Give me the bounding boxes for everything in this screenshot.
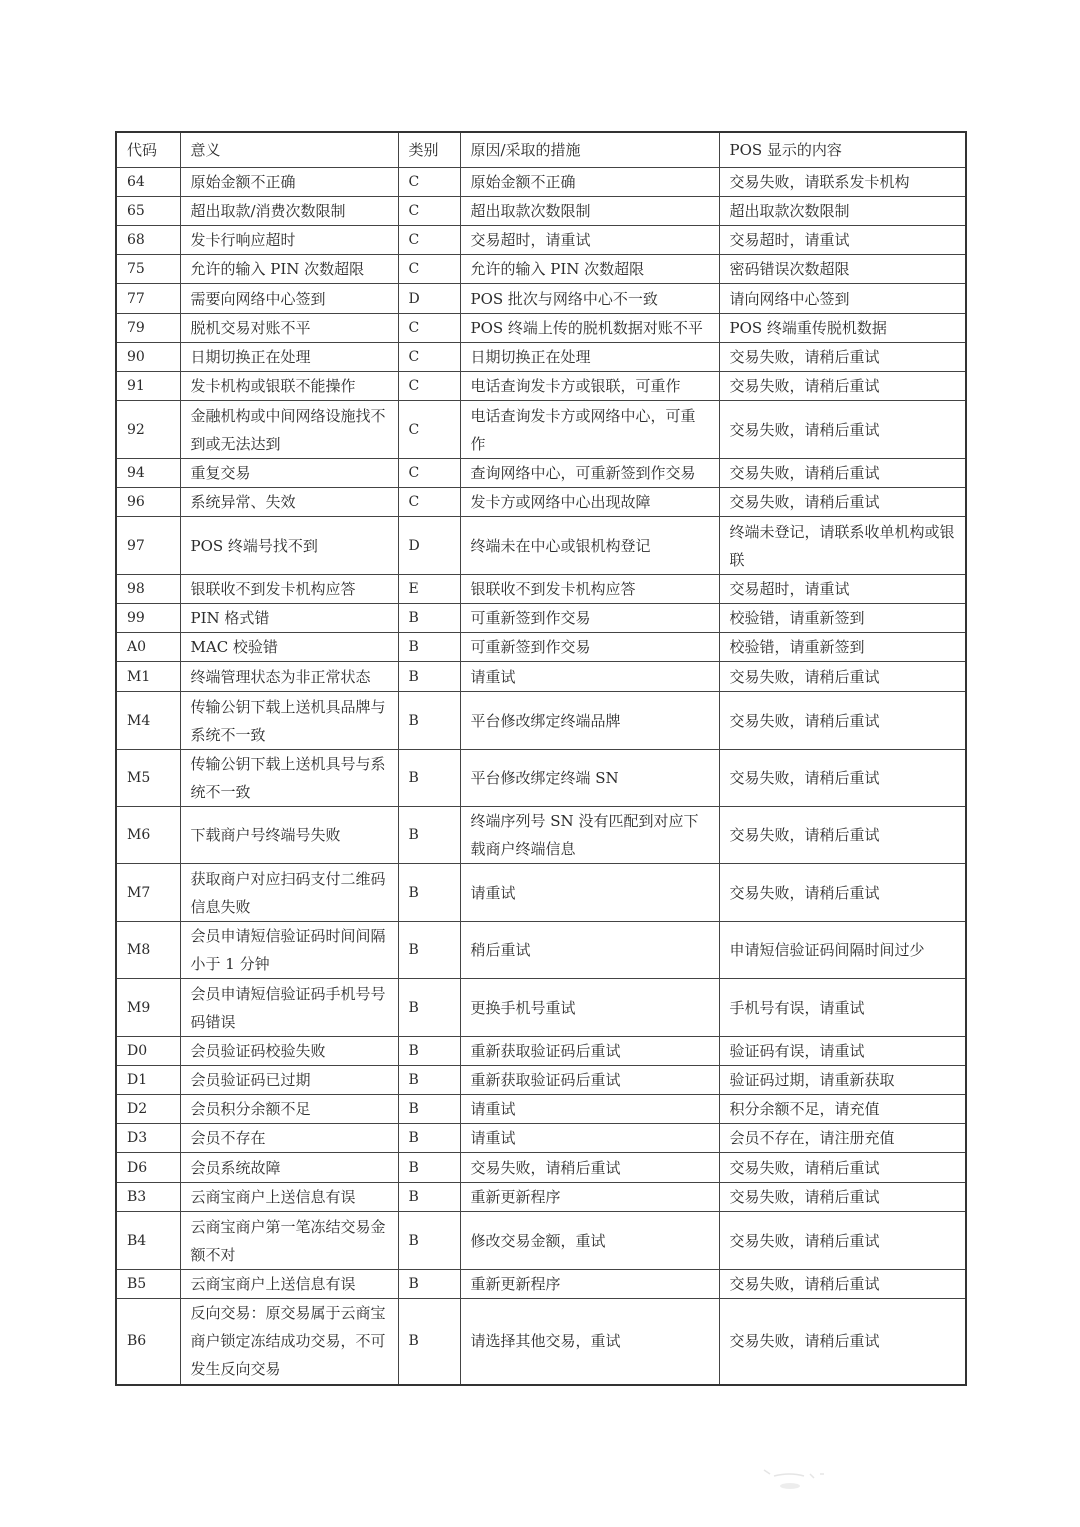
cell-reason: 交易超时，请重试: [460, 226, 719, 255]
cell-category: C: [398, 488, 460, 517]
cell-pos-display: 交易失败，请稍后重试: [719, 750, 966, 807]
cell-code: M9: [116, 979, 180, 1037]
cell-code: 75: [116, 255, 180, 284]
cell-reason: 日期切换正在处理: [460, 343, 719, 372]
cell-category: B: [398, 633, 460, 662]
cell-meaning: 原始金额不正确: [180, 168, 398, 197]
cell-category: C: [398, 401, 460, 459]
cell-pos-display: 申请短信验证码间隔时间过少: [719, 922, 966, 979]
cell-category: B: [398, 1153, 460, 1183]
header-code: 代码: [116, 132, 180, 168]
cell-reason: 交易失败，请稍后重试: [460, 1153, 719, 1183]
cell-meaning: 会员申请短信验证码手机号号码错误: [180, 979, 398, 1037]
cell-pos-display: 交易失败，请稍后重试: [719, 488, 966, 517]
table-row: [116, 692, 966, 750]
cell-meaning: 云商宝商户上送信息有误: [180, 1183, 398, 1212]
cell-pos-display: 交易失败，请稍后重试: [719, 1212, 966, 1270]
cell-code: 65: [116, 197, 180, 226]
cell-reason: 允许的输入 PIN 次数超限: [460, 255, 719, 284]
cell-code: 98: [116, 575, 180, 604]
cell-pos-display: 手机号有误，请重试: [719, 979, 966, 1037]
cell-meaning: 银联收不到发卡机构应答: [180, 575, 398, 604]
table-row: [116, 750, 966, 807]
table-row: [116, 168, 966, 197]
cell-code: D2: [116, 1095, 180, 1124]
cell-category: B: [398, 1299, 460, 1385]
cell-meaning: POS 终端号找不到: [180, 517, 398, 575]
cell-code: B3: [116, 1183, 180, 1212]
cell-reason: 修改交易金额，重试: [460, 1212, 719, 1270]
cell-meaning: 发卡行响应超时: [180, 226, 398, 255]
cell-reason: 稍后重试: [460, 922, 719, 979]
cell-reason: 平台修改绑定终端品牌: [460, 692, 719, 750]
header-category: 类别: [398, 132, 460, 168]
cell-category: B: [398, 1037, 460, 1066]
cell-meaning: 会员申请短信验证码时间间隔小于 1 分钟: [180, 922, 398, 979]
cell-code: 79: [116, 314, 180, 343]
header-reason: 原因/采取的措施: [460, 132, 719, 168]
cell-meaning: 传输公钥下载上送机具号与系统不一致: [180, 750, 398, 807]
cell-category: B: [398, 662, 460, 692]
cell-meaning: 云商宝商户第一笔冻结交易金额不对: [180, 1212, 398, 1270]
cell-code: M4: [116, 692, 180, 750]
cell-code: D6: [116, 1153, 180, 1183]
cell-category: B: [398, 1270, 460, 1299]
cell-code: B6: [116, 1299, 180, 1385]
cell-code: B5: [116, 1270, 180, 1299]
header-pos-display: POS 显示的内容: [719, 132, 966, 168]
cell-category: B: [398, 604, 460, 633]
cell-code: 77: [116, 284, 180, 314]
cell-meaning: 会员不存在: [180, 1124, 398, 1153]
cell-code: D3: [116, 1124, 180, 1153]
cell-category: B: [398, 1066, 460, 1095]
cell-pos-display: 验证码过期，请重新获取: [719, 1066, 966, 1095]
cell-reason: 请选择其他交易，重试: [460, 1299, 719, 1385]
cell-reason: 请重试: [460, 1095, 719, 1124]
cell-reason: 终端未在中心或银机构登记: [460, 517, 719, 575]
table-row: [116, 1212, 966, 1270]
cell-meaning: 超出取款/消费次数限制: [180, 197, 398, 226]
cell-reason: 重新更新程序: [460, 1270, 719, 1299]
cell-meaning: 反向交易：原交易属于云商宝商户锁定冻结成功交易，不可发生反向交易: [180, 1299, 398, 1385]
cell-pos-display: 交易失败，请稍后重试: [719, 1183, 966, 1212]
cell-reason: 重新获取验证码后重试: [460, 1066, 719, 1095]
cell-meaning: 需要向网络中心签到: [180, 284, 398, 314]
cell-pos-display: 会员不存在，请注册充值: [719, 1124, 966, 1153]
cell-meaning: PIN 格式错: [180, 604, 398, 633]
cell-category: B: [398, 1212, 460, 1270]
cell-reason: 重新更新程序: [460, 1183, 719, 1212]
cell-code: D1: [116, 1066, 180, 1095]
cell-code: 91: [116, 372, 180, 401]
cell-reason: 重新获取验证码后重试: [460, 1037, 719, 1066]
cell-reason: 查询网络中心，可重新签到作交易: [460, 459, 719, 488]
cell-category: E: [398, 575, 460, 604]
cell-reason: 原始金额不正确: [460, 168, 719, 197]
cell-pos-display: 校验错，请重新签到: [719, 633, 966, 662]
table-row: [116, 343, 966, 372]
cell-category: B: [398, 1095, 460, 1124]
table-row: [116, 633, 966, 662]
response-code-table: [115, 131, 967, 1386]
cell-category: C: [398, 459, 460, 488]
cell-pos-display: 交易失败，请稍后重试: [719, 864, 966, 922]
cell-reason: POS 终端上传的脱机数据对账不平: [460, 314, 719, 343]
cell-category: D: [398, 284, 460, 314]
cell-code: B4: [116, 1212, 180, 1270]
table-row: [116, 517, 966, 575]
cell-code: M1: [116, 662, 180, 692]
cell-reason: 超出取款次数限制: [460, 197, 719, 226]
table-row: [116, 197, 966, 226]
cell-reason: 可重新签到作交易: [460, 633, 719, 662]
table-row: [116, 662, 966, 692]
table-row: [116, 401, 966, 459]
cell-category: C: [398, 168, 460, 197]
table-row: [116, 255, 966, 284]
cell-reason: 可重新签到作交易: [460, 604, 719, 633]
cell-reason: 平台修改绑定终端 SN: [460, 750, 719, 807]
cell-pos-display: POS 终端重传脱机数据: [719, 314, 966, 343]
cell-pos-display: 交易超时，请重试: [719, 575, 966, 604]
cell-code: M8: [116, 922, 180, 979]
table-row: [116, 488, 966, 517]
cell-pos-display: 验证码有误，请重试: [719, 1037, 966, 1066]
cell-category: B: [398, 979, 460, 1037]
cell-category: B: [398, 750, 460, 807]
cell-code: 64: [116, 168, 180, 197]
cell-reason: 发卡方或网络中心出现故障: [460, 488, 719, 517]
table-row: [116, 979, 966, 1037]
cell-category: C: [398, 226, 460, 255]
cell-meaning: 传输公钥下载上送机具品牌与系统不一致: [180, 692, 398, 750]
cell-pos-display: 超出取款次数限制: [719, 197, 966, 226]
cell-pos-display: 校验错，请重新签到: [719, 604, 966, 633]
cell-category: C: [398, 343, 460, 372]
cell-pos-display: 交易失败，请稍后重试: [719, 401, 966, 459]
cell-code: 94: [116, 459, 180, 488]
header-meaning: 意义: [180, 132, 398, 168]
cell-pos-display: 交易失败，请稍后重试: [719, 692, 966, 750]
cell-category: D: [398, 517, 460, 575]
cell-meaning: MAC 校验错: [180, 633, 398, 662]
cell-meaning: 日期切换正在处理: [180, 343, 398, 372]
table-row: [116, 459, 966, 488]
cell-meaning: 允许的输入 PIN 次数超限: [180, 255, 398, 284]
table-row: [116, 807, 966, 864]
cell-pos-display: 终端未登记，请联系收单机构或银联: [719, 517, 966, 575]
cell-pos-display: 交易失败，请稍后重试: [719, 459, 966, 488]
cell-meaning: 会员验证码已过期: [180, 1066, 398, 1095]
cell-pos-display: 交易失败，请稍后重试: [719, 372, 966, 401]
cell-reason: 电话查询发卡方或银联，可重作: [460, 372, 719, 401]
cell-meaning: 下载商户号终端号失败: [180, 807, 398, 864]
cell-pos-display: 交易失败，请稍后重试: [719, 662, 966, 692]
table-row: [116, 372, 966, 401]
table-row: [116, 1037, 966, 1066]
cell-pos-display: 交易失败，请稍后重试: [719, 1270, 966, 1299]
cell-meaning: 云商宝商户上送信息有误: [180, 1270, 398, 1299]
table-row: [116, 314, 966, 343]
cell-code: A0: [116, 633, 180, 662]
table-row: [116, 1299, 966, 1385]
cell-code: 97: [116, 517, 180, 575]
cell-category: B: [398, 864, 460, 922]
cell-reason: 银联收不到发卡机构应答: [460, 575, 719, 604]
cell-meaning: 脱机交易对账不平: [180, 314, 398, 343]
cell-reason: POS 批次与网络中心不一致: [460, 284, 719, 314]
cell-reason: 请重试: [460, 1124, 719, 1153]
table-row: [116, 1066, 966, 1095]
cell-reason: 电话查询发卡方或网络中心，可重作: [460, 401, 719, 459]
table-row: [116, 864, 966, 922]
cell-pos-display: 交易超时，请重试: [719, 226, 966, 255]
cell-category: B: [398, 922, 460, 979]
table-row: [116, 1124, 966, 1153]
cell-category: B: [398, 1124, 460, 1153]
table-row: [116, 226, 966, 255]
cell-meaning: 系统异常、失效: [180, 488, 398, 517]
table-row: [116, 1153, 966, 1183]
cell-category: C: [398, 314, 460, 343]
cell-reason: 请重试: [460, 662, 719, 692]
cell-pos-display: 请向网络中心签到: [719, 284, 966, 314]
cell-meaning: 会员系统故障: [180, 1153, 398, 1183]
cell-pos-display: 交易失败，请稍后重试: [719, 343, 966, 372]
cell-meaning: 会员验证码校验失败: [180, 1037, 398, 1066]
cell-pos-display: 交易失败，请联系发卡机构: [719, 168, 966, 197]
cell-category: C: [398, 255, 460, 284]
cell-reason: 请重试: [460, 864, 719, 922]
cell-pos-display: 积分余额不足，请充值: [719, 1095, 966, 1124]
cell-category: B: [398, 807, 460, 864]
cell-pos-display: 交易失败，请稍后重试: [719, 807, 966, 864]
cell-code: 96: [116, 488, 180, 517]
table-header-row: [116, 132, 966, 168]
cell-code: M5: [116, 750, 180, 807]
cell-reason: 终端序列号 SN 没有匹配到对应下载商户终端信息: [460, 807, 719, 864]
cell-reason: 更换手机号重试: [460, 979, 719, 1037]
cell-category: C: [398, 197, 460, 226]
table-row: [116, 575, 966, 604]
cell-pos-display: 密码错误次数超限: [719, 255, 966, 284]
cell-code: M6: [116, 807, 180, 864]
cell-meaning: 获取商户对应扫码支付二维码信息失败: [180, 864, 398, 922]
table-body: [116, 168, 966, 1385]
cell-code: 68: [116, 226, 180, 255]
cell-meaning: 终端管理状态为非正常状态: [180, 662, 398, 692]
watermark-logo-icon: [760, 1462, 840, 1492]
table-row: [116, 1095, 966, 1124]
table-row: [116, 1183, 966, 1212]
cell-category: B: [398, 1183, 460, 1212]
cell-meaning: 金融机构或中间网络设施找不到或无法达到: [180, 401, 398, 459]
cell-code: 90: [116, 343, 180, 372]
cell-category: C: [398, 372, 460, 401]
cell-code: M7: [116, 864, 180, 922]
cell-meaning: 会员积分余额不足: [180, 1095, 398, 1124]
table-row: [116, 1270, 966, 1299]
cell-category: B: [398, 692, 460, 750]
table-row: [116, 284, 966, 314]
table-row: [116, 604, 966, 633]
cell-code: 92: [116, 401, 180, 459]
cell-pos-display: 交易失败，请稍后重试: [719, 1153, 966, 1183]
cell-meaning: 重复交易: [180, 459, 398, 488]
cell-pos-display: 交易失败，请稍后重试: [719, 1299, 966, 1385]
cell-code: D0: [116, 1037, 180, 1066]
cell-code: 99: [116, 604, 180, 633]
table-row: [116, 922, 966, 979]
cell-meaning: 发卡机构或银联不能操作: [180, 372, 398, 401]
